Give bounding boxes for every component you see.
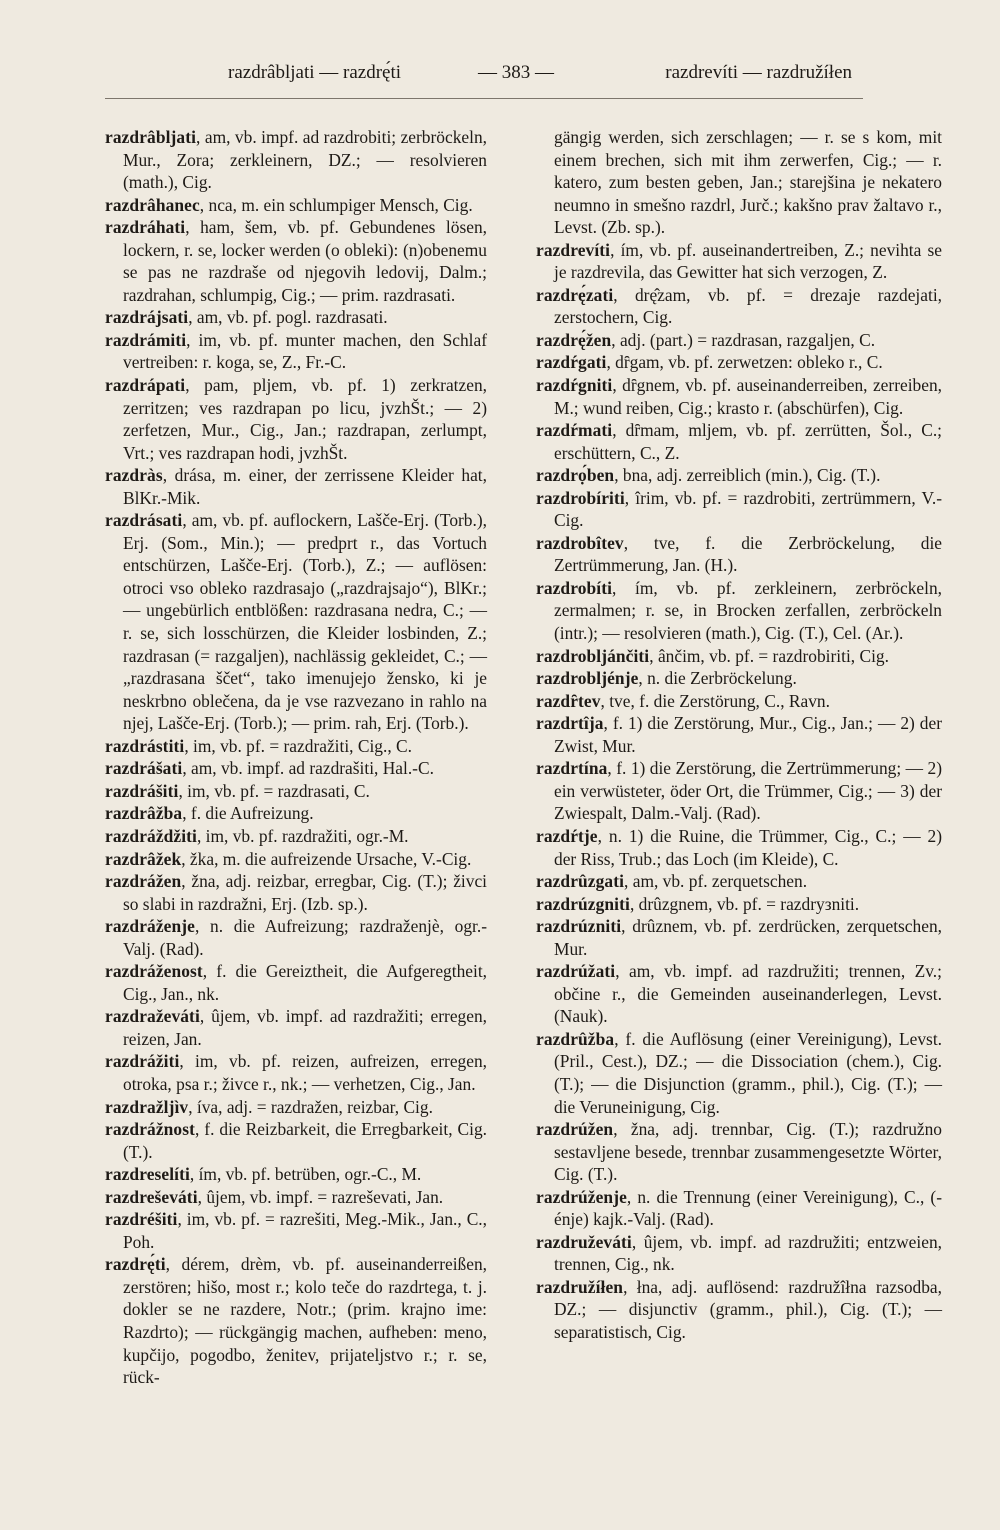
entry-definition: , drûzgnem, vb. pf. = razdrузniti. [629,893,860,914]
entry-headword: razdrâžba [105,803,183,824]
entry-definition: , n. die Zerbröckelung. [638,668,797,689]
entry-definition: , am, vb. impf. ad razdružiti; trennen, Zv.; občine r., die Gemeinden auseinanderlegen, Levst. (Nauk). [554,961,942,1027]
entry-headword: razdrúzniti [536,916,622,937]
entry-headword: razdrúzgniti [536,893,630,914]
entry-headword: razdrûzgati [536,871,625,892]
dictionary-entry [105,1050,487,1095]
entry-definition: , drása, m. einer, der zerrissene Kleider hat, BlKr.-Mik. [123,465,487,508]
dictionary-entry [536,1186,942,1231]
dictionary-entry [105,374,487,464]
entry-headword: razdrûžba [536,1028,615,1049]
dictionary-entry [536,712,942,757]
dictionary-entry [536,419,942,464]
entry-definition: , n. 1) die Ruine, die Trümmer, Cig., C.; — 2) der Riss, Trub.; das Loch (im Kleide), C. [554,825,942,869]
entry-definition: , f. 1) die Zerstörung, die Zertrümmerung; — 2) ein verwüsteter, öder Ort, die Trümmer, Cig.; — 3) der Zwiespalt, Dalm.-Valj. (Rad). [554,758,942,824]
dictionary-entry [105,464,487,509]
entry-headword: razdrúžati [536,961,616,982]
dictionary-entry [536,329,942,352]
entry-definition: , žna, adj. reizbar, erregbar, Cig. (T.); živci so slabi in razdražni, Erj. (Izb. sp.). [123,871,487,914]
dictionary-entry [536,284,942,329]
entry-headword: razdruževáti [536,1231,632,1252]
dictionary-entry [536,577,942,645]
entry-definition: gängig werden, sich zerschlagen; — r. se s kom, mit einem brechen, sich mit ihm zerwerfen, Cig.; — r. katero, zum besten geben, Jan.; starejšina je nekatero neumno in smešno razdrl, Jurč.; kakšno prav žaltavo r., Levst. (Zb. sp.). [554,127,942,238]
entry-definition: , am, vb. impf. ad razdrašiti, Hal.-C. [182,758,434,779]
dictionary-entry [105,126,487,194]
entry-headword: razdrtína [536,758,608,779]
dictionary-entry [105,329,487,374]
entry-definition: , f. die Aufreizung. [182,803,314,824]
entry-headword: razdrúžen [536,1119,614,1140]
dictionary-entry [105,870,487,915]
entry-definition: , ím, vb. pf. zerkleinern, zerbröckeln, zermalmen; r. se, in Brocken zerfallen, zerbröckeln (intr.); — resolvieren (math.), Cig. (T.), Cel. (Ar.). [554,577,942,644]
entry-headword: razdrevíti [536,239,611,260]
entry-definition: , łna, adj. auflösend: razdružîłna razsodba, DZ.; — disjunctiv (gramm., phil.), Cig. (T.); — separatistisch, Cig. [554,1276,942,1342]
entry-definition: , n. die Trennung (einer Vereinigung), C., (-énje) kajk.-Valj. (Rad). [554,1186,942,1230]
dictionary-entry [536,645,942,668]
entry-headword: razdrobíriti [536,487,625,508]
dictionary-entry [105,915,487,960]
entry-headword: razdráhati [105,217,186,238]
dictionary-entry [105,825,487,848]
dictionary-entry [536,374,942,419]
dictionary-entry [536,960,942,1028]
entry-definition: , ânčim, vb. pf. = razdrobiriti, Cig. [649,645,889,666]
dictionary-entry [536,915,942,960]
dictionary-entry [536,532,942,577]
entry-headword: razdrọ́ben [536,465,615,486]
entry-definition: , ûjem, vb. impf. = razreševati, Jan. [197,1186,444,1207]
dictionary-entry [536,126,942,239]
entry-headword: razdŕtje [536,825,598,846]
entry-headword: razdrâhanec [105,194,200,215]
dictionary-entry [105,1096,487,1119]
dictionary-entry [536,1028,942,1118]
entry-headword: razdrážеnost [105,961,203,982]
dictionary-entry [105,960,487,1005]
dictionary-entry [536,1276,942,1344]
dictionary-entry [536,1231,942,1276]
entry-headword: razdrobîtev [536,532,624,553]
entry-headword: razdrámiti [105,329,187,350]
entry-definition: , am, vb. impf. ad razdrobiti; zerbröckeln, Mur., Zora; zerkleinern, DZ.; — resolvieren (math.), Cig. [123,127,487,193]
entry-headword: razdrápati [105,375,186,396]
dictionary-entry [536,893,942,916]
dictionary-entry [105,1163,487,1186]
entry-headword: razdràs [105,465,163,486]
entry-headword: razdrásati [105,510,183,531]
dictionary-entry [536,351,942,374]
dictionary-entry [105,1005,487,1050]
entry-definition: , am, vb. pf. zerquetschen. [624,871,808,892]
entry-headword: razdrę́žen [536,329,612,350]
entry-headword: razdrážen [105,871,182,892]
dictionary-entry [536,757,942,825]
entry-definition: , îrim, vb. pf. = razdrobiti, zertrümmern, V.-Cig. [554,487,942,531]
entry-definition: , im, vb. pf. razdražiti, ogr.-M. [196,825,409,846]
entry-headword: razdrájsati [105,307,189,328]
entry-definition: , nca, m. ein schlumpiger Mensch, Cig. [199,194,473,215]
entry-definition: , tve, f. die Zerstörung, C., Ravn. [600,690,830,711]
entry-headword: razdrášiti [105,780,179,801]
page-number: — 383 — [478,62,554,83]
entry-definition: , im, vb. pf. munter machen, den Schlaf vertreiben: r. koga, se, Z., Fr.-C. [123,329,487,373]
entry-headword: razdȓtev [536,690,601,711]
entry-headword: razdrobíti [536,577,613,598]
dictionary-entry [536,825,942,870]
entry-definition: , tve, f. die Zerbröckelung, die Zertrümmerung, Jan. (H.). [554,532,942,576]
entry-definition: , bna, adj. zerreiblich (min.), Cig. (T.). [614,465,881,486]
entry-definition: , žka, m. die aufreizende Ursache, V.-Cig. [181,848,472,869]
entry-definition: , ham, šem, vb. pf. Gebundenes lösen, lockern, r. se, locker werden (o obleki): (n)obenemu se pas ne razdraše od njegovih ledovij, Dalm.; razdrahan, schlumpig, Cig.; — prim. razdrasati. [123,217,487,305]
header-left-guide: razdrâbljati — razdrę́ti [228,62,402,83]
entry-definition: , íva, adj. = razdražen, reizbar, Cig. [188,1096,433,1117]
entry-definition: , n. die Aufreizung; razdraženjè, ogr.-Valj. (Rad). [123,916,487,959]
entry-definition: , f. 1) die Zerstörung, Mur., Cig., Jan.; — 2) der Zwist, Mur. [554,713,942,756]
dictionary-entry [105,848,487,871]
entry-headword: razdréšiti [105,1209,178,1230]
header-rule [105,98,863,99]
right-column [536,126,942,1344]
dictionary-entry [536,870,942,893]
entry-definition: , im, vb. pf. = razdrasati, C. [178,780,370,801]
dictionary-entry [105,1208,487,1253]
entry-definition: , im, vb. pf. reizen, aufreizen, erregen, otroka, psa r.; živce r., nk.; — verhetzen, Cig., Jan. [123,1051,487,1094]
entry-definition: , f. die Reizbarkeit, die Erregbarkeit, Cig. (T.). [123,1119,487,1162]
entry-definition: , im, vb. pf. = razdražiti, Cig., C. [184,735,412,756]
dictionary-entry [536,487,942,532]
entry-headword: razdrobljénje [536,668,639,689]
entry-headword: razdŕgniti [536,375,613,396]
dictionary-entry [105,216,487,306]
entry-headword: razdreselíti [105,1164,190,1185]
entry-definition: , f. die Auflösung (einer Vereinigung), Levst. (Pril., Cest.), DZ.; — die Dissociation (chem.), Cig. (T.); — die Disjunction (gramm., phil.), Cig. (T.); — die Veruneinigung, Cig. [554,1028,942,1117]
entry-definition: , ûjem, vb. impf. ad razdražiti; erregen, reizen, Jan. [123,1006,487,1049]
entry-definition: , im, vb. pf. = razrešiti, Meg.-Mik., Jan., C., Poh. [123,1209,487,1252]
entry-definition: , pam, pljem, vb. pf. 1) zerkratzen, zerritzen; ves razdrapan po licu, jvzhŠt.; — 2) zerfetzen, Mur., Cig., Jan.; razdrapan, zerlumpt, Vrt.; ves razdrapan hodi, jvzhŠt. [123,375,487,463]
entry-definition: , adj. (part.) = razdrasan, razgaljen, C. [611,329,876,350]
entry-headword: razdrâžek [105,848,182,869]
dictionary-entry [536,239,942,284]
dictionary-entry [105,306,487,329]
entry-headword: razdrtîja [536,713,604,734]
entry-definition: , f. die Gereiztheit, die Aufgeregtheit, Cig., Jan., nk. [123,961,487,1004]
dictionary-entry [105,757,487,780]
entry-definition: , žna, adj. trennbar, Cig. (T.); razdružno sestavljene besede, trennbar zusammengesetzte Wörter, Cig. (T.). [554,1119,942,1185]
entry-headword: razdrástiti [105,735,185,756]
entry-headword: razdŕgati [536,352,607,373]
entry-definition: , am, vb. pf. auflockern, Lašče-Erj. (Torb.), Erj. (Som., Min.); — predprt r., das Vortuch entschürzen, Lašče-Erj. (Torb.), Z.; — auflösen: otroci vso obleko razdrasajo („razdrajsajo“), BlKr.; — ungebürlich entblößen: razdrasana nedra, C.; — r. se, sich losschürzen, die Kleider losbinden, Z.; razdrasan (= razgaljen), nachlässig gekleidet, C.; — „razdrasana ščet“, tako imenujejo žensko, ki je neskrbno oblečena, da je vse razvezano in rahlo na njej, Lašče-Erj. (Torb.); — prim. rah, Erj. (Torb.). [123,510,487,734]
dictionary-entry [105,780,487,803]
entry-definition: , am, vb. pf. pogl. razdrasati. [188,307,388,328]
entry-definition: , ûjem, vb. impf. ad razdružiti; entzweien, trennen, Cig., nk. [554,1231,942,1275]
entry-headword: razdražljìv [105,1096,189,1117]
dictionary-entry [105,1253,487,1388]
entry-definition: , dȓgnem, vb. pf. auseinanderreiben, zerreiben, M.; wund reiben, Cig.; krasto r. (abschürfen), Cig. [554,375,942,418]
left-column [105,126,487,1389]
entry-headword: razdrâbljati [105,127,197,147]
entry-headword: razdrobljánčiti [536,645,650,666]
entry-headword: razdráženje [105,916,195,937]
entry-headword: razdrę́ti [105,1254,166,1275]
entry-definition: , drę̂zam, vb. pf. = drezaje razdejati, zerstochern, Cig. [554,284,942,328]
entry-definition: , drûznem, vb. pf. zerdrücken, zerquetschen, Mur. [554,916,942,959]
dictionary-entry [105,1186,487,1209]
dictionary-entry [105,1118,487,1163]
dictionary-entry [536,667,942,690]
entry-headword: razdrášati [105,758,183,779]
entry-headword: razdŕmati [536,420,613,441]
entry-definition: , dȓgam, vb. pf. zerwetzen: obleko r., C. [606,352,883,373]
dictionary-entry [536,1118,942,1186]
entry-headword: razdrážiti [105,1051,180,1072]
dictionary-entry [536,464,942,487]
entry-definition: , ím, vb. pf. betrüben, ogr.-C., M. [189,1164,422,1185]
entry-headword: razdreševáti [105,1186,198,1207]
dictionary-entry [536,690,942,713]
dictionary-entry [105,509,487,734]
entry-definition: , dérem, drèm, vb. pf. auseinanderreißen, zerstören; hišo, most r.; kolo teče do razdrtega, t. j. dokler se ne razdere, Notr.; (prim. krajno ime: Razdrto); — rückgängig machen, aufheben: meno, kupčijo, pogodbo, ženitev, prijateljstvo r.; r. se, rück- [123,1254,487,1388]
dictionary-entry [105,802,487,825]
entry-headword: razdrę́zati [536,284,614,305]
entry-headword: razdrúženje [536,1186,627,1207]
entry-definition: , ím, vb. pf. auseinandertreiben, Z.; nevihta se je razdrevila, das Gewitter hat sich verzogen, Z. [554,239,942,283]
entry-headword: razdráždžiti [105,825,197,846]
dictionary-entry [105,194,487,217]
entry-definition: , dȓmam, mljem, vb. pf. zerrütten, Šol., C.; erschüttern, C., Z. [554,420,942,463]
entry-headword: razdrážnost [105,1119,195,1140]
entry-headword: razdraževáti [105,1006,200,1027]
page-header [110,62,860,92]
dictionary-entry [105,735,487,758]
entry-headword: razdružíłen [536,1276,624,1297]
header-right-guide: razdrevíti — razdružíłen [665,62,852,83]
